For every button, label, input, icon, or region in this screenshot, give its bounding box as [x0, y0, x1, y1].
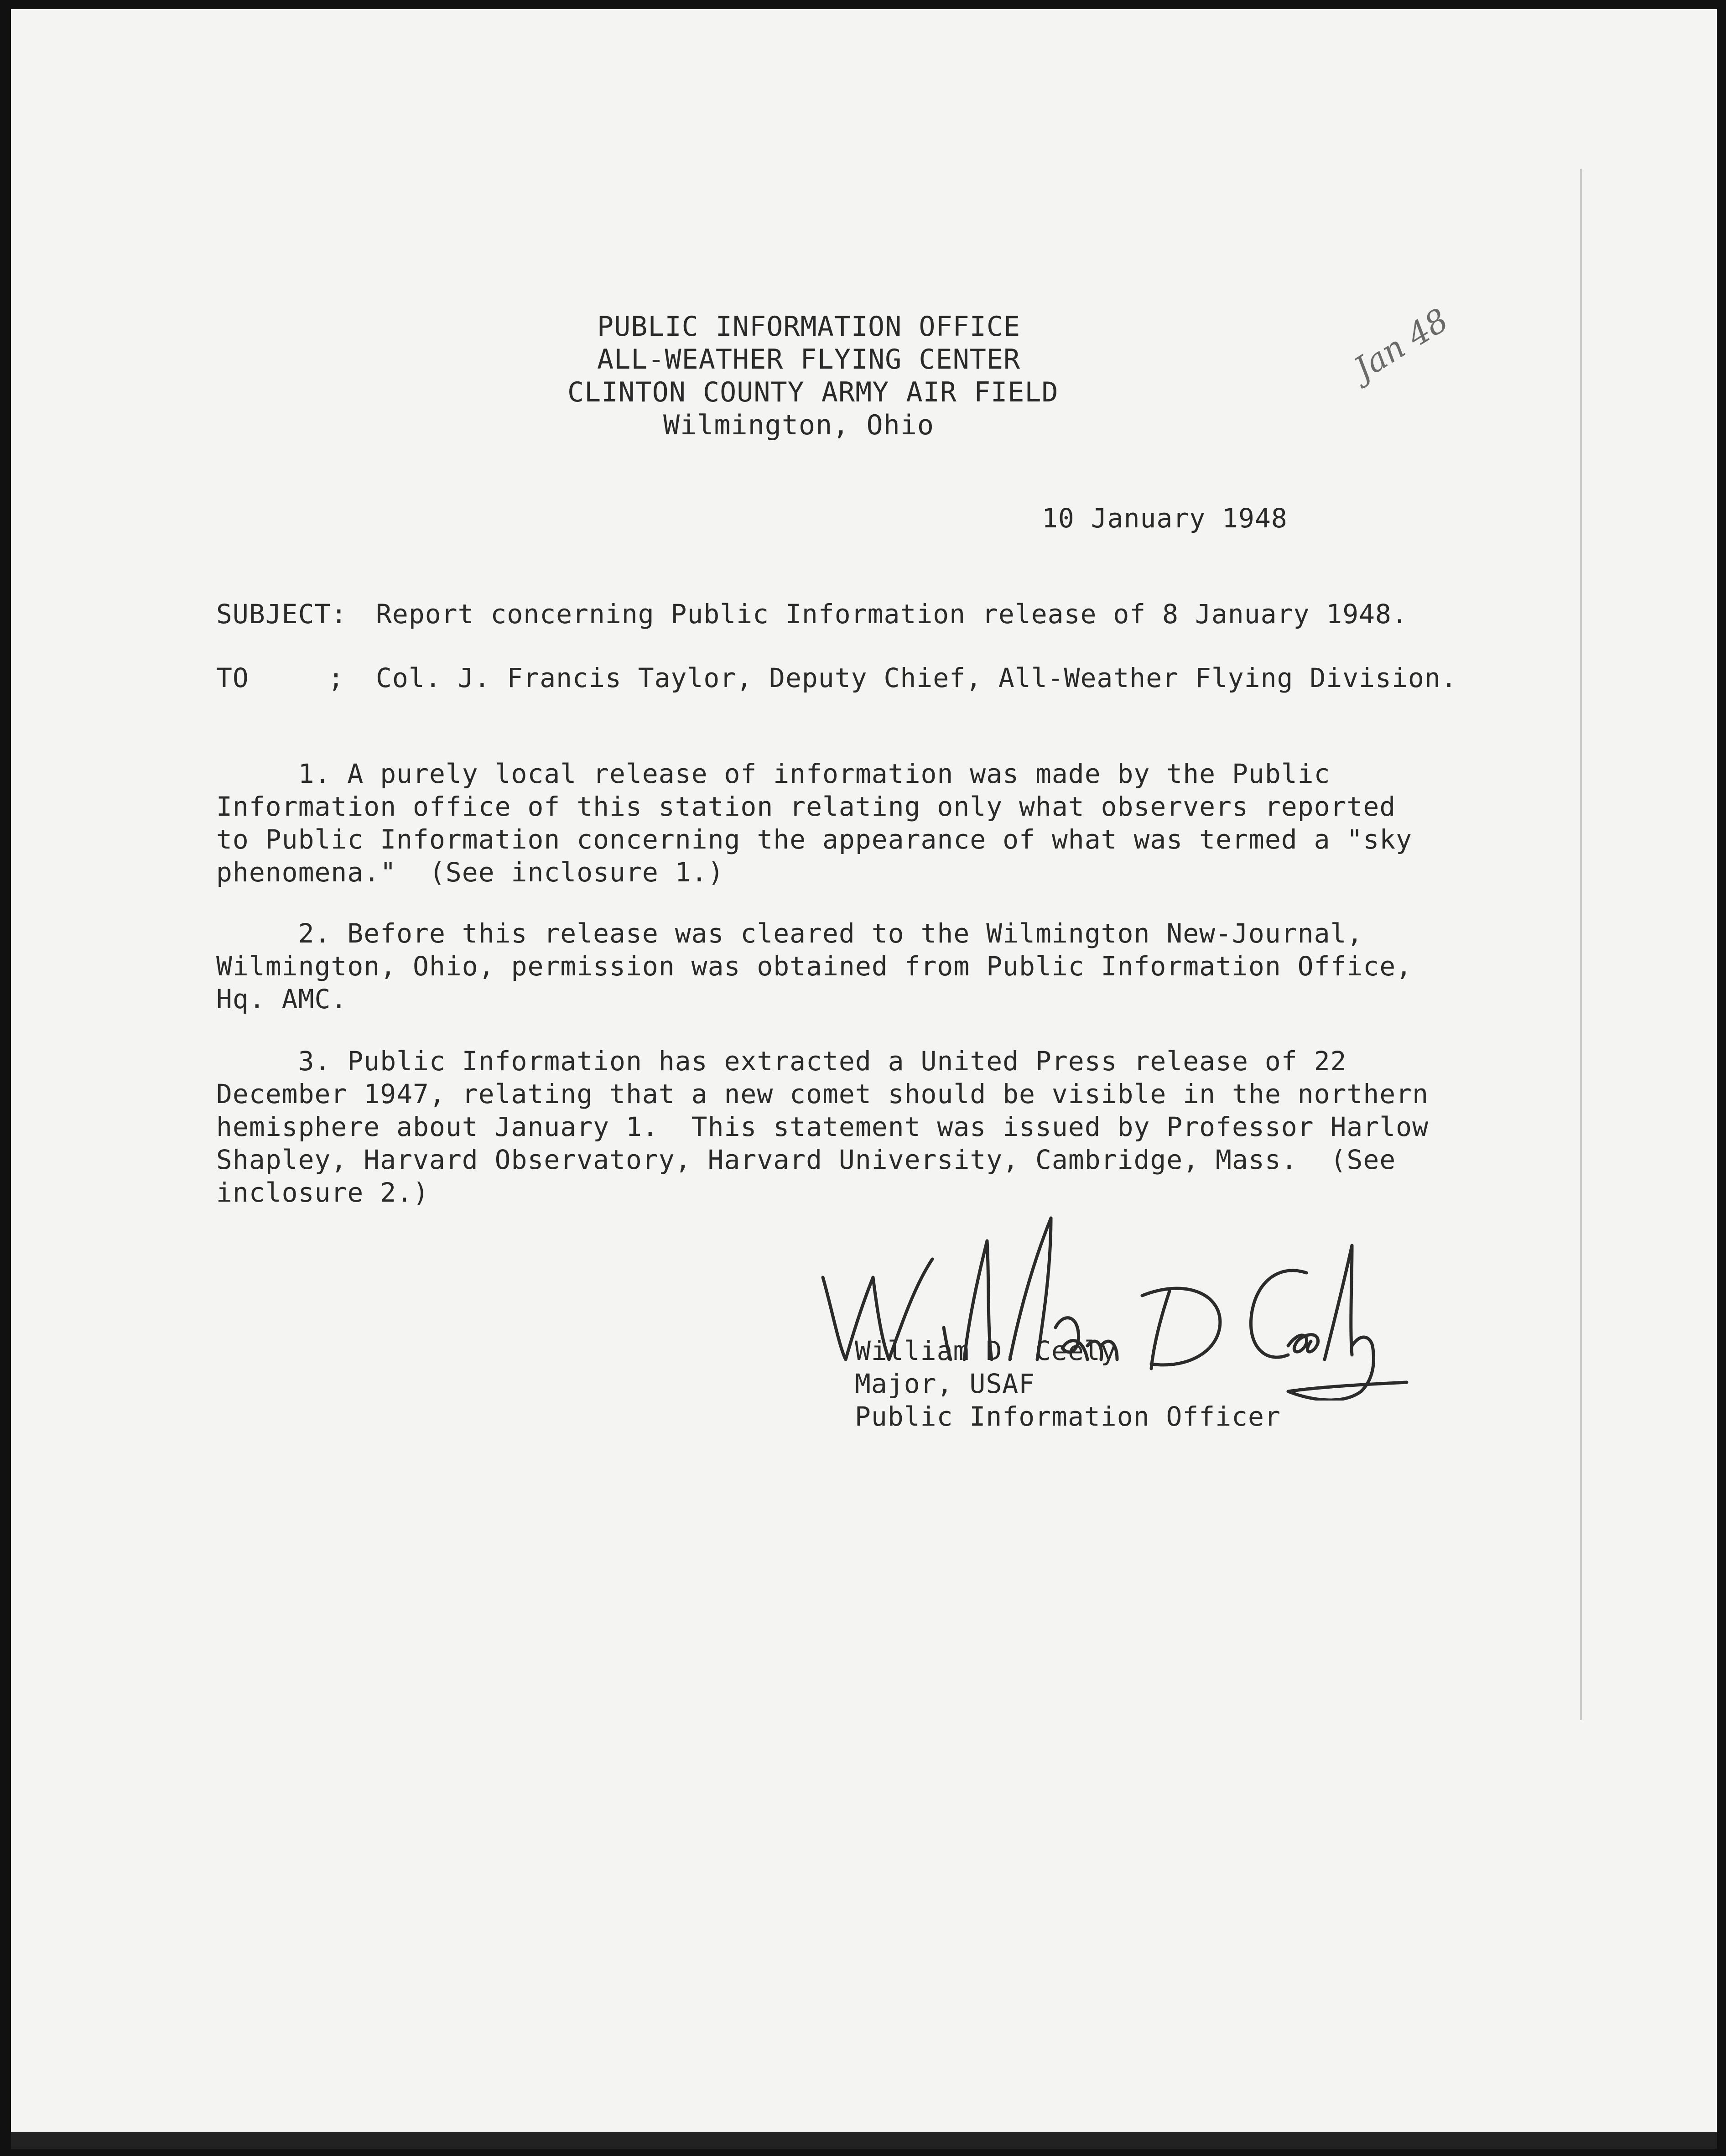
para3-line4: Shapley, Harvard Observatory, Harvard University, Cambridge, Mass. (See: [216, 1144, 1396, 1175]
para1-line2: Information office of this station relating only what observers reported: [216, 791, 1396, 822]
para1-line4: phenomena." (See inclosure 1.): [216, 857, 724, 888]
para3-line1: 3. Public Information has extracted a United Press release of 22: [216, 1046, 1347, 1077]
handwritten-note: Jan 48: [1347, 301, 1455, 388]
memo-date: 10 January 1948: [1042, 503, 1288, 534]
scan-edge: [11, 2132, 1717, 2149]
para3-line3: hemisphere about January 1. This statement was issued by Professor Harlow: [216, 1111, 1429, 1142]
to-separator: ;: [328, 662, 344, 693]
signature-rank: Major, USAF: [855, 1368, 1035, 1399]
para2-line1: 2. Before this release was cleared to the Wilmington New-Journal,: [216, 918, 1363, 949]
para2-line3: Hq. AMC.: [216, 984, 348, 1015]
para3-line2: December 1947, relating that a new comet should be visible in the northern: [216, 1078, 1429, 1109]
para3-line5: inclosure 2.): [216, 1177, 429, 1208]
header-office: PUBLIC INFORMATION OFFICE: [597, 311, 1021, 343]
memo: [11, 9, 1717, 2149]
document-page: [11, 9, 1717, 2149]
subject-label: SUBJECT:: [216, 599, 348, 630]
signature-title: Public Information Officer: [855, 1401, 1281, 1432]
signature-name: William D. Ceely: [855, 1335, 1117, 1366]
para1-line1: 1. A purely local release of information was made by the Public: [216, 758, 1331, 789]
para1-line3: to Public Information concerning the appearance of what was termed a "sky: [216, 824, 1413, 855]
header-center: ALL-WEATHER FLYING CENTER: [597, 344, 1021, 375]
margin-rule: [1580, 169, 1582, 1720]
para2-line2: Wilmington, Ohio, permission was obtained from Public Information Office,: [216, 951, 1413, 982]
to-text: Col. J. Francis Taylor, Deputy Chief, All-Weather Flying Division.: [376, 662, 1457, 693]
header-location: Wilmington, Ohio: [663, 409, 934, 441]
to-label: TO: [216, 662, 249, 693]
header-field: CLINTON COUNTY ARMY AIR FIELD: [567, 376, 1059, 408]
subject-text: Report concerning Public Information release of 8 January 1948.: [376, 599, 1408, 630]
